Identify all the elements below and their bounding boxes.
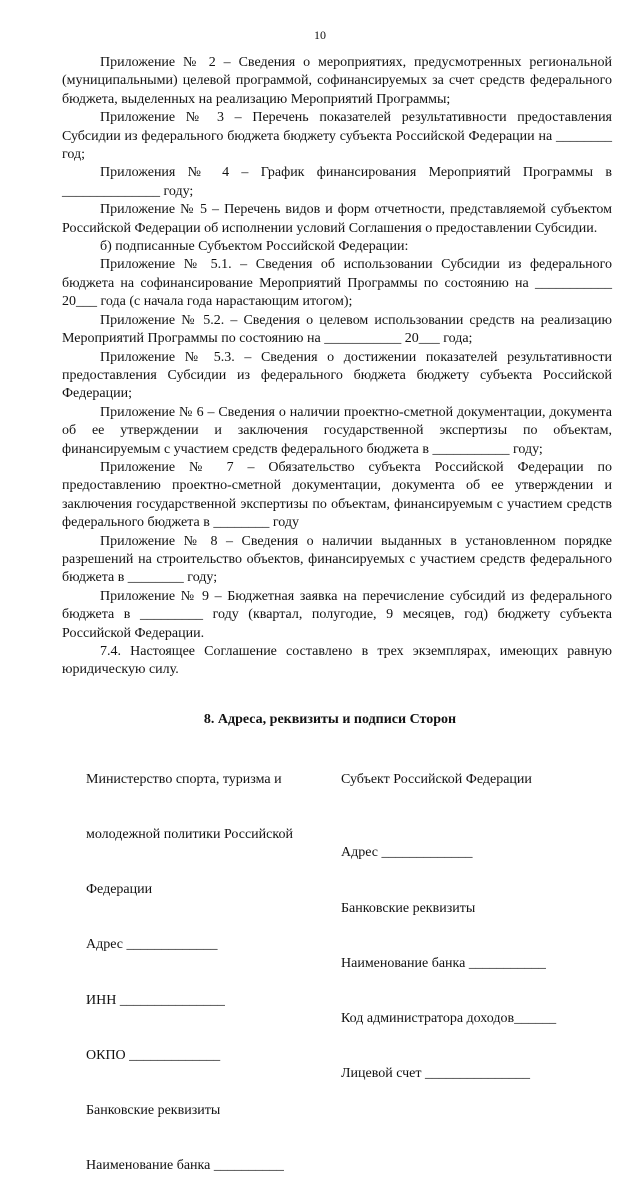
paragraph-appendix-9: Приложение № 9 – Бюджетная заявка на перечисление субсидий из федерального бюджета в _________ году (квартал, полугодие, 9 месяцев, год) бюджету субъекта Российской Федерации.	[62, 588, 616, 641]
paragraph-appendix-5-3: Приложение № 5.3. – Сведения о достижении показателей результативности предоставления Субсидии из федерального бюджета бюджету субъекта Российской Федерации;	[62, 349, 616, 402]
right-bank-name-field: Наименование банка ___________	[341, 955, 546, 971]
paragraph-appendix-5: Приложение № 5 – Перечень видов и форм отчетности, представляемой субъектом Российской Федерации об исполнении условий Соглашения о предоставлении Субсидии.	[62, 202, 616, 236]
left-bank-name-field: Наименование банка __________	[86, 1158, 284, 1174]
left-party-name-line: Федерации	[86, 882, 153, 898]
left-party-name-line: молодежной политики Российской	[86, 827, 293, 843]
paragraph-appendix-3: Приложение № 3 – Перечень показателей результативности предоставления Субсидии из федерального бюджета бюджету субъекта Российской Федерации на ________ год;	[62, 110, 616, 163]
paragraph-appendix-7: Приложение № 7 – Обязательство субъекта Российской Федерации по предоставлению проектно-сметной документации, документа об ее утверждении и заключения государственной экспертизы по объектам, финансируемым с участием средств федерального бюджета в ________ году	[62, 459, 616, 531]
left-okpo-field: ОКПО _____________	[86, 1047, 221, 1063]
paragraph-7-4: 7.4. Настоящее Соглашение составлено в трех экземплярах, имеющих равную юридическую силу.	[62, 644, 616, 678]
right-bank-details-label: Банковские реквизиты	[341, 900, 476, 916]
right-address-field: Адрес _____________	[341, 845, 473, 861]
paragraph-appendix-4: Приложения № 4 – График финансирования Мероприятий Программы в ______________ году;	[62, 165, 616, 199]
paragraph-appendix-5-1: Приложение № 5.1. – Сведения об использовании Субсидии из федерального бюджета на софинансирование Мероприятий Программы по состоянию на ___________ 20___ года (с начала года нарастающим итогом);	[62, 257, 616, 310]
right-account-field: Лицевой счет _______________	[341, 1066, 531, 1082]
right-party-block	[341, 734, 601, 1102]
left-inn-field: ИНН _______________	[86, 992, 225, 1008]
paragraph-appendix-6: Приложение № 6 – Сведения о наличии проектно-сметной документации, документа об ее утверждении и заключения государственной экспертизы по объектам, финансируемым с участием средств федерального бюджета в ___________ году;	[62, 404, 616, 457]
page-number: 10	[314, 28, 326, 42]
left-party-name-line: Министерство спорта, туризма и	[86, 771, 282, 787]
right-revenue-admin-code-field: Код администратора доходов______	[341, 1011, 557, 1027]
paragraph-appendix-8: Приложение № 8 – Сведения о наличии выданных в установленном порядке разрешений на строительство объектов, финансируемых с участием средств федерального бюджета в ________ году;	[62, 533, 616, 586]
left-bank-details-label: Банковские реквизиты	[86, 1103, 221, 1119]
section-title: 8. Адреса, реквизиты и подписи Сторон	[203, 712, 457, 727]
paragraph-appendix-5-2: Приложение № 5.2. – Сведения о целевом использовании средств на реализацию Мероприятий Программы по состоянию на ___________ 20___ года;	[62, 312, 616, 347]
right-party-name-line: Субъект Российской Федерации	[341, 771, 532, 787]
left-party-block	[86, 734, 326, 1194]
left-address-field: Адрес _____________	[86, 937, 218, 953]
document-body	[62, 54, 616, 680]
paragraph-signed-by-subject: б) подписанные Субъектом Российской Федерации:	[100, 239, 409, 255]
paragraph-appendix-2: Приложение № 2 – Сведения о мероприятиях, предусмотренных региональной (муниципальными) целевой программой, софинансируемых за счет средств федерального бюджета, выделенных на реализацию Мероприятий Программы;	[62, 55, 616, 107]
